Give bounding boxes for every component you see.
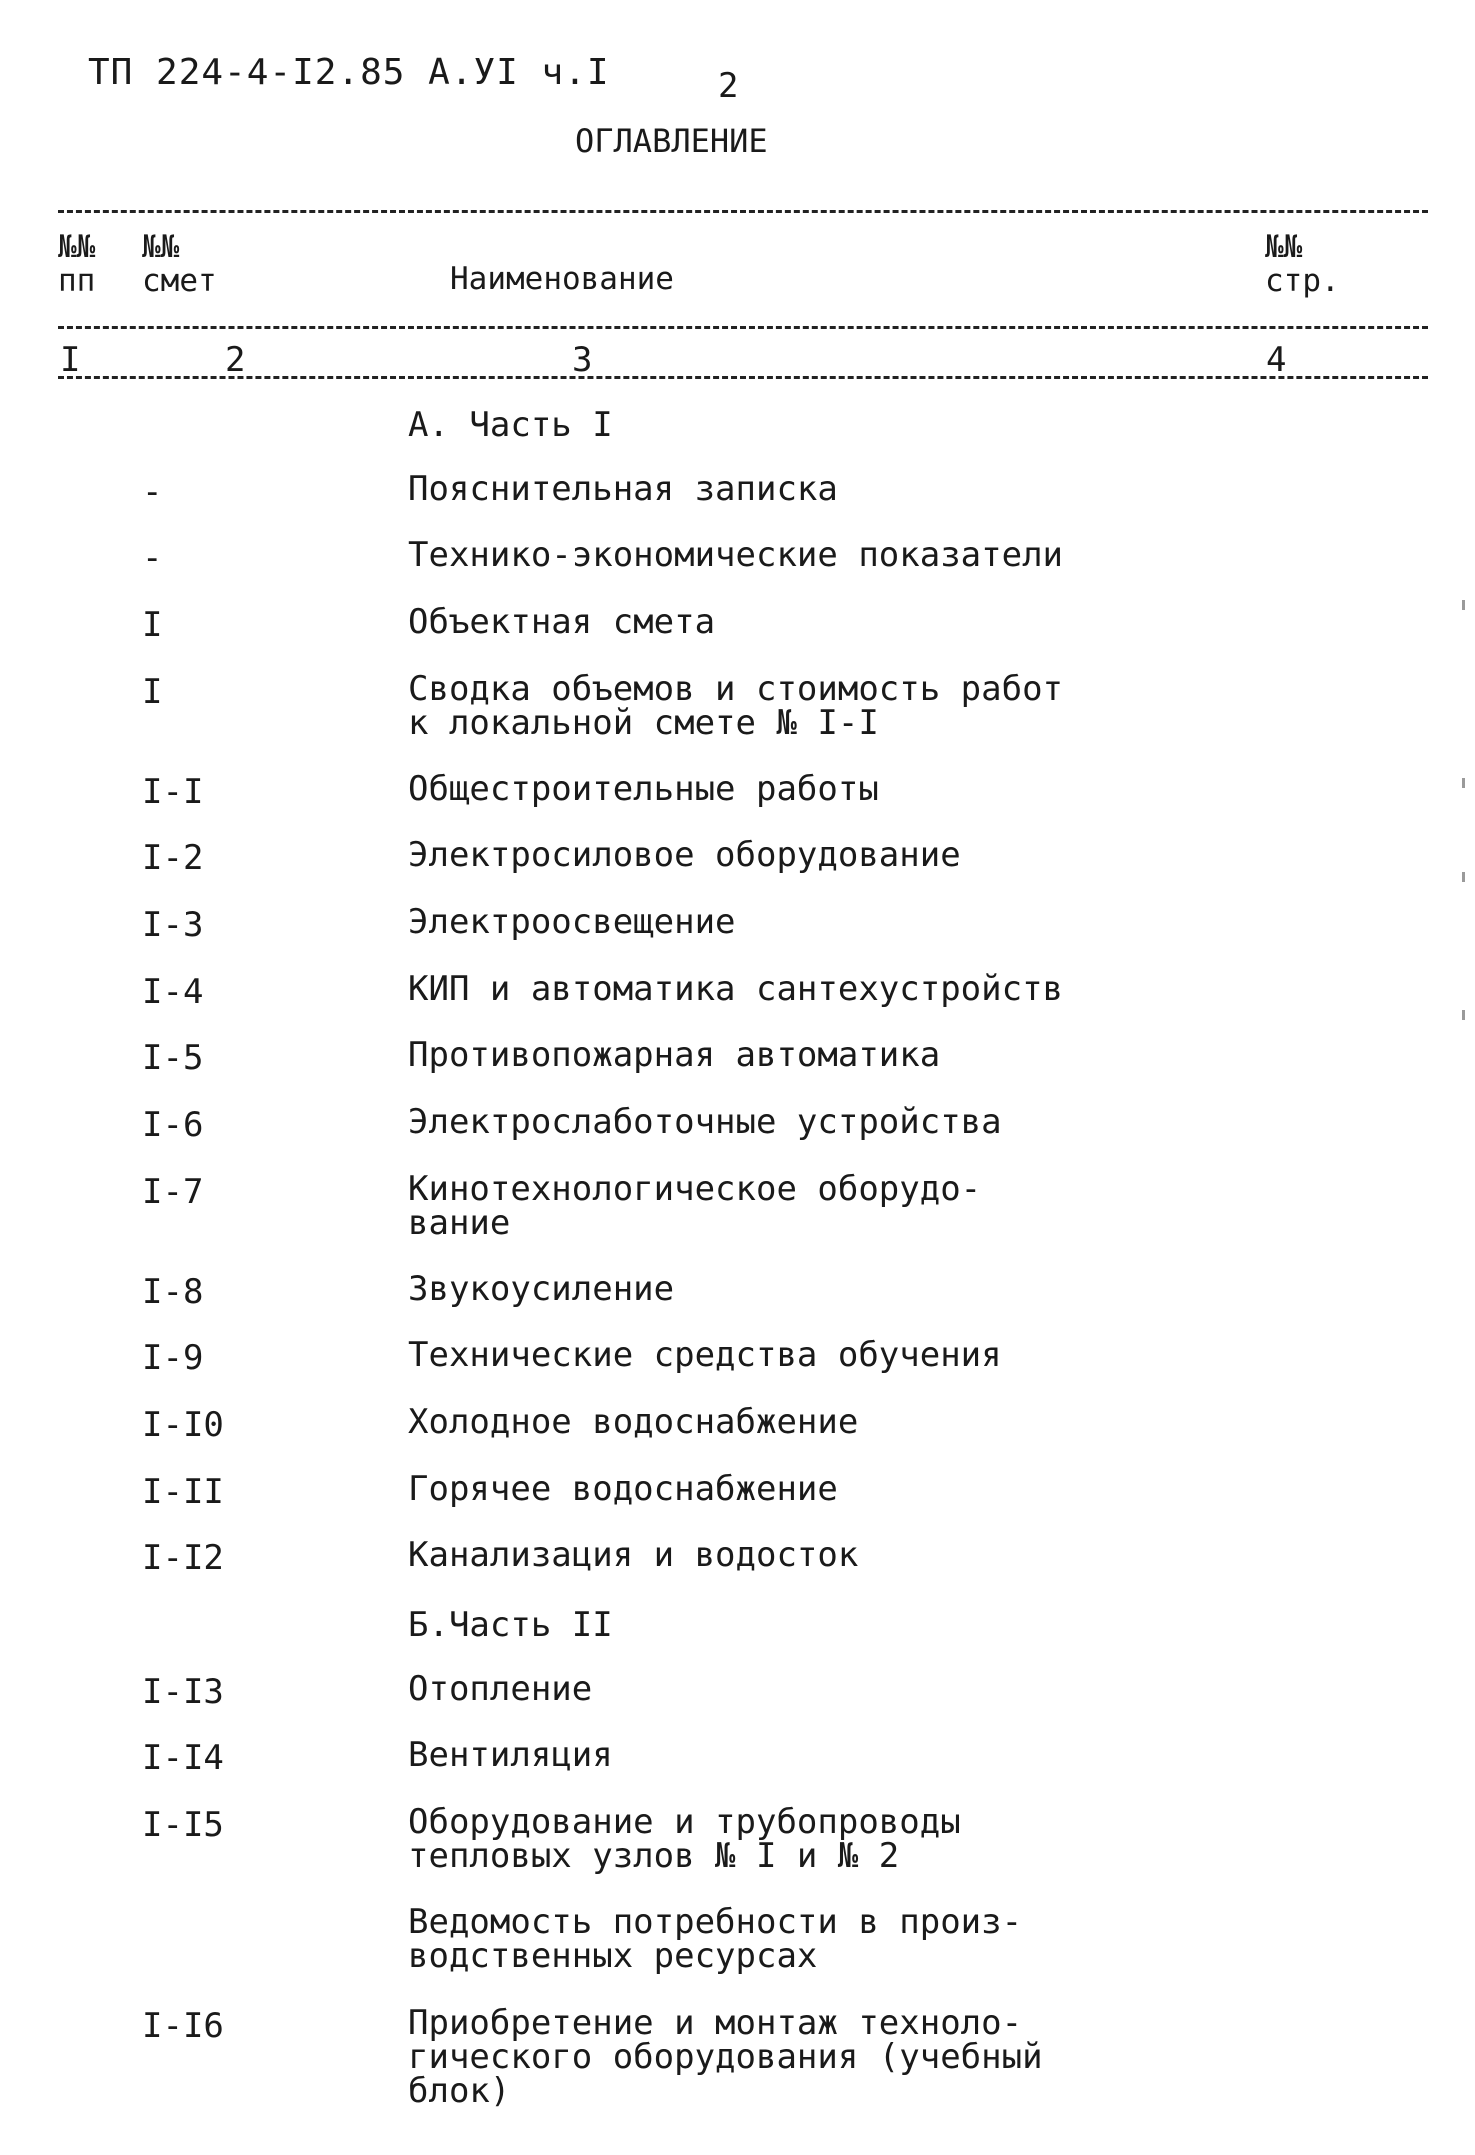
estimate-number: I-4	[142, 972, 204, 1012]
entry-name: Электросиловое оборудование	[408, 835, 961, 875]
col-header-estimate-no-a: №№	[142, 229, 180, 265]
entry-name: Электрослаботочные устройства	[408, 1102, 1002, 1142]
col-number-3: 3	[572, 340, 593, 380]
estimate-number: I-7	[142, 1172, 204, 1212]
toc-title: ОГЛАВЛЕНИЕ	[575, 122, 768, 160]
entry-name: Общестроительные работы	[408, 769, 879, 809]
table-top-rule	[58, 210, 1428, 213]
column-number-rule	[58, 376, 1428, 379]
entry-name: Холодное водоснабжение	[408, 1402, 859, 1442]
estimate-number: I-II	[142, 1472, 224, 1512]
col-number-4: 4	[1266, 340, 1287, 380]
estimate-number: -	[142, 538, 163, 578]
section-heading-part1: А. Часть I	[408, 405, 613, 445]
entry-name: Технические средства обучения	[408, 1335, 1002, 1375]
entry-name: Звукоусиление	[408, 1269, 675, 1309]
scan-margin-mark	[1462, 778, 1465, 788]
entry-name: Горячее водоснабжение	[408, 1469, 838, 1509]
entry-name: Электроосвещение	[408, 902, 736, 942]
section-heading-part2: Б.Часть II	[408, 1605, 613, 1645]
entry-name: Кинотехнологическое оборудо- вание	[408, 1169, 982, 1243]
entry-name: Противопожарная автоматика	[408, 1035, 941, 1075]
entry-name: Пояснительная записка	[408, 469, 838, 509]
estimate-number: I-I3	[142, 1672, 224, 1712]
col-header-name: Наименование	[450, 261, 674, 297]
estimate-number: I-I0	[142, 1405, 224, 1445]
document-code: ТП 224-4-I2.85 А.УI ч.I	[88, 52, 610, 93]
entry-name: Приобретение и монтаж техноло- гического оборудования (учебный блок)	[408, 2003, 1043, 2111]
estimate-number: I	[142, 672, 163, 712]
estimate-number: I-2	[142, 838, 204, 878]
scan-margin-mark	[1462, 872, 1465, 882]
estimate-number: I-6	[142, 1105, 204, 1145]
entry-name: КИП и автоматика сантехустройств	[408, 969, 1064, 1009]
estimate-number: I	[142, 605, 163, 645]
page-number: 2	[718, 66, 739, 106]
entry-name: Вентиляция	[408, 1735, 613, 1775]
col-header-page-no-b: стр.	[1265, 263, 1340, 299]
scan-margin-mark	[1462, 600, 1465, 610]
estimate-number: I-9	[142, 1338, 204, 1378]
estimate-number: I-I5	[142, 1805, 224, 1845]
estimate-number: I-8	[142, 1272, 204, 1312]
estimate-number: I-I2	[142, 1538, 224, 1578]
estimate-number: I-I	[142, 772, 204, 812]
col-number-1: I	[60, 340, 81, 380]
entry-name: Сводка объемов и стоимость работ к локальной смете № I-I	[408, 669, 1064, 743]
estimate-number: I-5	[142, 1038, 204, 1078]
col-header-item-no-a: №№	[58, 229, 96, 265]
estimate-number: I-3	[142, 905, 204, 945]
col-number-2: 2	[225, 340, 246, 380]
entry-name: Ведомость потребности в произ- водственных ресурсах	[408, 1902, 1023, 1976]
estimate-number: -	[142, 472, 163, 512]
estimate-number: I-I6	[142, 2006, 224, 2046]
entry-name: Отопление	[408, 1669, 593, 1709]
col-header-estimate-no-b: смет	[142, 263, 217, 299]
scan-margin-mark	[1462, 1010, 1465, 1020]
header-divider-rule	[58, 326, 1428, 329]
estimate-number: I-I4	[142, 1738, 224, 1778]
col-header-item-no-b: пп	[58, 263, 96, 299]
col-header-page-no-a: №№	[1265, 229, 1303, 265]
entry-name: Канализация и водосток	[408, 1535, 859, 1575]
entry-name: Технико-экономические показатели	[408, 535, 1064, 575]
entry-name: Объектная смета	[408, 602, 716, 642]
entry-name: Оборудование и трубопроводы тепловых узлов № I и № 2	[408, 1802, 961, 1876]
